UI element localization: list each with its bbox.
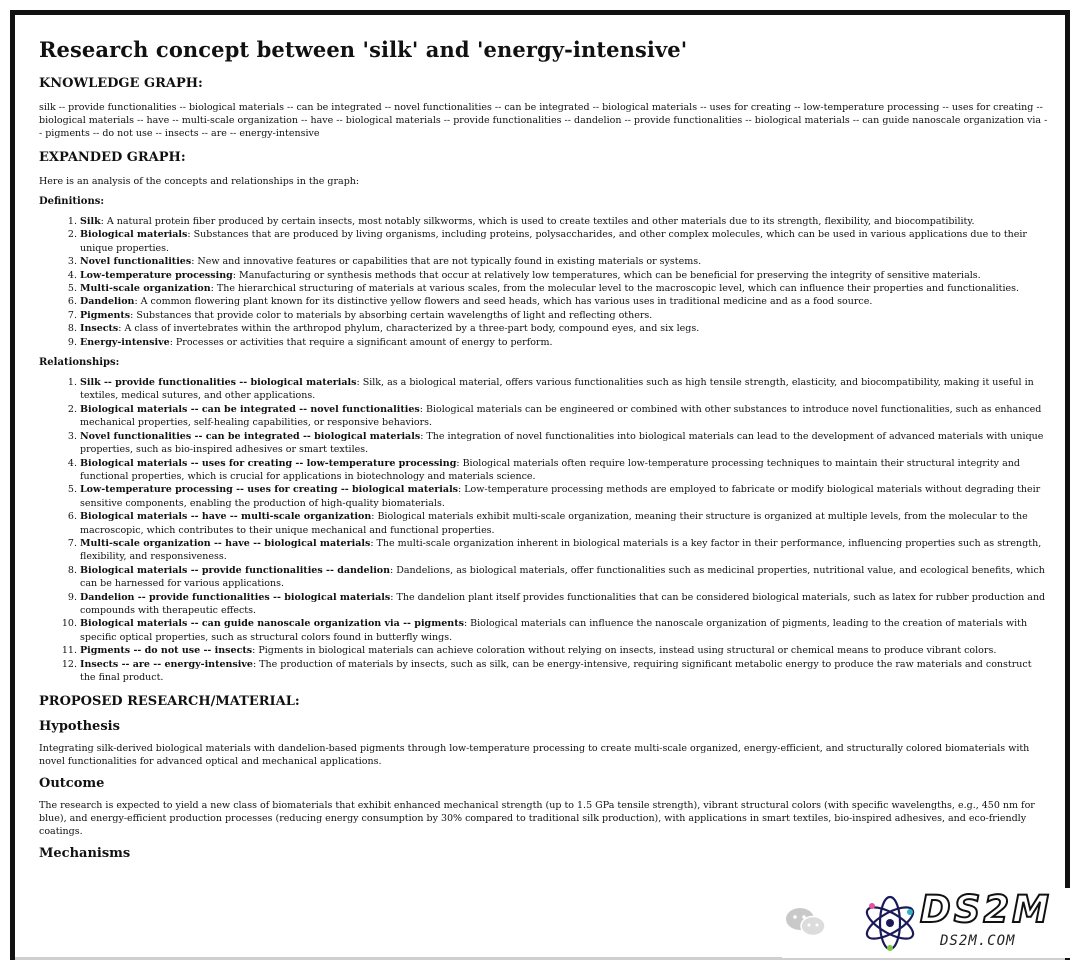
item-description: : Biological materials often require low-temperature processing techniques to maintain their structural integrity and functional properties, which is crucial for applications in biotechnology and materials science.	[80, 457, 1020, 482]
item-description: : Biological materials can be engineered or combined with other substances to introduce novel functionalities, such as enhanced mechanical properties, self-healing capabilities, or responsive behaviors.	[80, 403, 1042, 429]
item-term: Pigments	[80, 309, 131, 321]
relationship-item	[80, 483, 1049, 510]
item-description: : Biological materials can influence the nanoscale organization of pigments, leading to the creation of materials with specific optical properties, such as structural colors found in butterfly wings.	[80, 618, 1028, 643]
item-term: Dandelion -- provide functionalities -- biological materials	[80, 591, 391, 603]
definition-item	[80, 322, 1049, 335]
relationship-item	[80, 658, 1049, 685]
relationship-item	[80, 430, 1049, 457]
item-term: Low-temperature processing	[80, 269, 233, 281]
hypothesis-heading: Hypothesis	[39, 719, 120, 735]
item-term: Biological materials -- can be integrated -- novel functionalities	[80, 403, 420, 415]
item-term: Silk -- provide functionalities -- biological materials	[80, 377, 357, 389]
item-term: Biological materials -- can guide nanoscale organization via -- pigments	[80, 618, 464, 630]
definition-item	[80, 295, 1049, 308]
wechat-icon	[782, 904, 830, 940]
item-description: : Processes or activities that require a significant amount of energy to perform.	[169, 336, 553, 348]
item-term: Biological materials -- have -- multi-scale organization	[80, 511, 372, 523]
definition-item	[80, 215, 1049, 228]
item-term: Novel functionalities -- can be integrated -- biological materials	[80, 430, 421, 442]
page-title: Research concept between 'silk' and 'energy-intensive'	[39, 37, 688, 62]
definition-item	[80, 336, 1049, 349]
item-description: : Manufacturing or synthesis methods that occur at relatively low temperatures, which can be beneficial for preserving the integrity of sensitive materials.	[232, 269, 981, 281]
item-description: : The hierarchical structuring of materials at various scales, from the molecular level to the macroscopic level, which can influence their properties and functionalities.	[210, 283, 1020, 295]
relationships-list	[39, 376, 1049, 684]
definition-item	[80, 282, 1049, 295]
item-description: : Pigments in biological materials can achieve coloration without relying on insects, instead using structural or chemical means to produce vibrant colors.	[252, 645, 997, 657]
item-description: : The multi-scale organization inherent in biological materials is a key factor in their performance, influencing properties such as strength, flexibility, and responsiveness.	[80, 537, 1042, 563]
relationship-item	[80, 617, 1049, 644]
item-term: Silk	[80, 216, 101, 227]
relationship-item	[80, 403, 1049, 430]
item-term: Insects	[80, 323, 119, 335]
knowledge-graph-text: silk -- provide functionalities -- biological materials -- can be integrated -- novel functionalities -- can be integrated -- biological materials -- uses for creating -- low-temperature processing -- uses for creating -- biological materials -- have -- multi-scale organization -- have -- biological materials -- provide functionalities -- dandelion -- provide functionalities -- biological materials -- can guide nanoscale organization via -- pigments -- do not use -- insects -- are -- energy-intensive	[39, 102, 1048, 139]
outcome-heading: Outcome	[39, 776, 105, 792]
item-description: : Biological materials exhibit multi-scale organization, meaning their structure is organized at multiple levels, from the molecular to the macroscopic, which contributes to their unique mechanical and functional properties.	[80, 511, 1028, 536]
item-description: : A common flowering plant known for its distinctive yellow flowers and seed heads, which has various uses in traditional medicine and as a food source.	[134, 296, 873, 308]
relationship-item	[80, 537, 1049, 564]
item-term: Biological materials -- uses for creating -- low-temperature processing	[80, 457, 457, 469]
item-description: : The dandelion plant itself provides functionalities that can be considered biological materials, such as latex for rubber production and compounds with therapeutic effects.	[80, 591, 1046, 616]
definition-item	[80, 269, 1049, 282]
atom-logo-icon	[860, 892, 920, 954]
definitions-list	[39, 215, 1049, 349]
item-description: : A natural protein fiber produced by certain insects, most notably silkworms, which is used to create textiles and other materials due to its strength, flexibility, and biocompatibility.	[100, 216, 975, 227]
item-term: Biological materials -- provide functionalities -- dandelion	[80, 564, 391, 576]
item-term: Pigments -- do not use -- insects	[80, 645, 253, 657]
item-description: : Dandelions, as biological materials, offer functionalities such as medicinal properties, nutritional value, and ecological benefits, which can be harnessed for various applications.	[80, 564, 1045, 590]
relationship-item	[80, 376, 1049, 403]
item-term: Novel functionalities	[80, 256, 192, 268]
proposed-heading: PROPOSED RESEARCH/MATERIAL:	[39, 694, 300, 710]
item-description: : New and innovative features or capabilities that are not typically found in existing materials or systems.	[191, 256, 702, 268]
mechanisms-heading: Mechanisms	[39, 846, 131, 862]
item-term: Low-temperature processing -- uses for creating -- biological materials	[80, 484, 459, 496]
item-description: : Silk, as a biological material, offers various functionalities such as high tensile strength, elasticity, and biocompatibility, making it useful in textiles, medical sutures, and other applications.	[80, 377, 1034, 402]
item-description: : Substances that are produced by living organisms, including proteins, polysaccharides, and other complex molecules, which can be used in various applications due to their unique properties.	[80, 229, 1027, 254]
relationship-item	[80, 564, 1049, 591]
item-term: Insects -- are -- energy-intensive	[80, 658, 253, 670]
document-frame	[10, 10, 1070, 960]
hypothesis-text: Integrating silk-derived biological materials with dandelion-based pigments through low-temperature processing to create multi-scale organized, energy-efficient, and structurally colored biomaterials with novel functionalities for advanced optical and mechanical applications.	[39, 743, 1030, 768]
watermark-brand: DS2M	[920, 888, 1052, 931]
item-description: : Low-temperature processing methods are employed to fabricate or modify biological materials without degrading their sensitive components, enabling the production of high-quality biomaterials.	[80, 484, 1041, 509]
definition-item	[80, 255, 1049, 268]
document-content	[39, 31, 1049, 869]
item-description: : The integration of novel functionalities into biological materials can lead to the development of advanced materials with unique properties, such as bio-inspired adhesives or smart textiles.	[80, 430, 1044, 456]
relationship-item	[80, 591, 1049, 618]
expanded-graph-heading: EXPANDED GRAPH:	[39, 150, 186, 165]
relationship-item	[80, 644, 1049, 657]
item-description: : A class of invertebrates within the arthropod phylum, characterized by a three-part body, compound eyes, and six legs.	[118, 323, 700, 335]
relationship-item	[80, 510, 1049, 537]
outcome-text: The research is expected to yield a new class of biomaterials that exhibit enhanced mechanical strength (up to 1.5 GPa tensile strength), vibrant structural colors (with specific wavelengths, e.g., 450 nm for blue), and energy-efficient production processes (reducing energy consumption by 30% compared to traditional silk production), with applications in smart textiles, bio-inspired adhesives, and eco-friendly coatings.	[39, 800, 1035, 838]
item-term: Multi-scale organization	[80, 283, 211, 295]
definitions-heading: Definitions:	[39, 196, 105, 207]
item-description: : The production of materials by insects, such as silk, can be energy-intensive, requiring significant metabolic energy to produce the raw materials and construct the final product.	[80, 658, 1032, 683]
item-description: : Substances that provide color to materials by absorbing certain wavelengths of light and reflecting others.	[130, 309, 653, 321]
watermark	[782, 888, 1078, 958]
expanded-graph-intro: Here is an analysis of the concepts and relationships in the graph:	[39, 176, 360, 187]
item-term: Multi-scale organization -- have -- biological materials	[80, 537, 371, 549]
definition-item	[80, 309, 1049, 322]
definition-item	[80, 228, 1049, 255]
knowledge-graph-heading: KNOWLEDGE GRAPH:	[39, 76, 203, 91]
item-term: Dandelion	[80, 296, 135, 308]
item-term: Biological materials	[80, 229, 188, 241]
relationships-heading: Relationships:	[39, 357, 120, 369]
item-term: Energy-intensive	[80, 336, 170, 348]
relationship-item	[80, 457, 1049, 484]
watermark-url: DS2M.COM	[940, 933, 1016, 949]
